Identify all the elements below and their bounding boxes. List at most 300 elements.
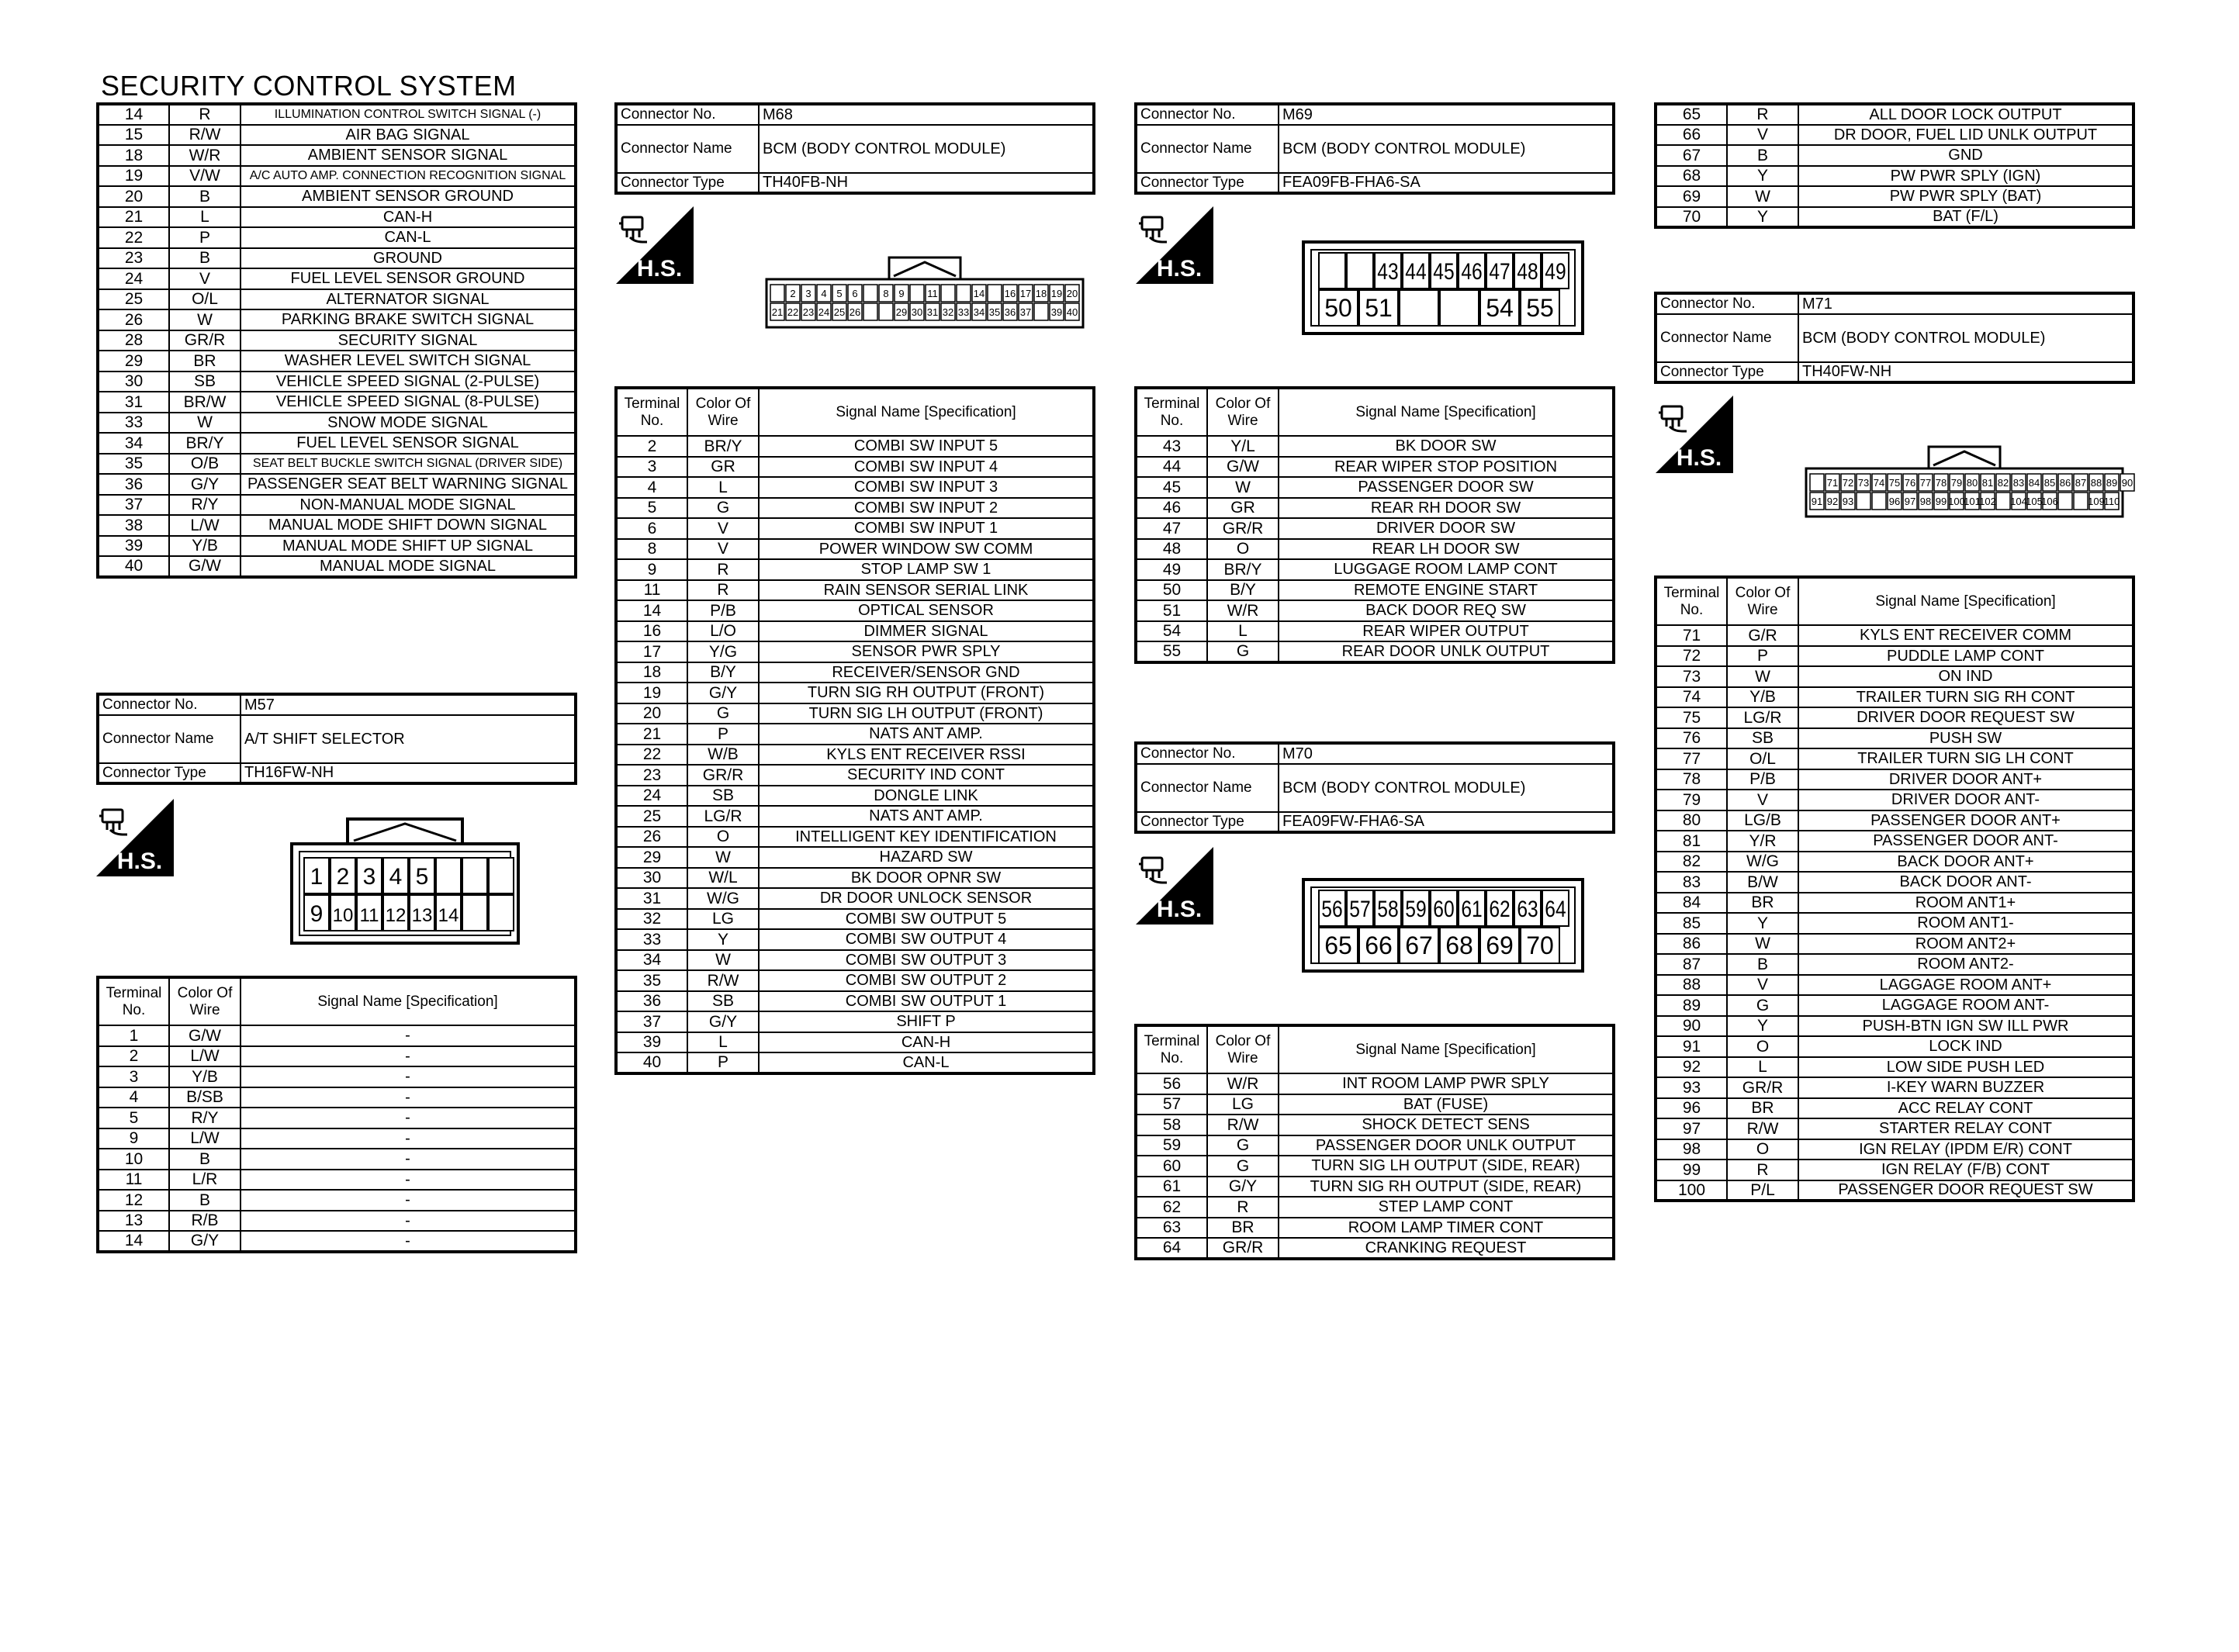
signal-name: PASSENGER DOOR SW [1279,477,1614,498]
terminal-no: 84 [1656,893,1727,914]
table-row [1136,436,1614,457]
table-row [616,765,1094,786]
wire-color: O/L [1727,748,1798,769]
table-row [1136,457,1614,478]
table-row [98,392,576,413]
signal-name: PUDDLE LAMP CONT [1798,646,2133,667]
table-row [616,950,1094,971]
pin-number: 88 [2090,477,2102,489]
connector-no-label: Connector No. [1136,743,1279,764]
m57-terminal-block [96,976,577,1253]
m71-connector-type: TH40FW-NH [1798,362,2133,383]
wire-color: Y [1727,1016,1798,1037]
wire-color: O [1207,539,1279,560]
wire-color: W [1727,666,1798,687]
signal-name: DIMMER SIGNAL [759,621,1094,642]
pin-number: 14 [973,288,985,299]
pin-number: 54 [1486,294,1514,322]
m71-info-table [1654,292,2135,384]
terminal-no-header: Terminal No. [1136,1025,1207,1073]
table-row [98,104,576,125]
signal-name-header: Signal Name [Specification] [241,977,576,1025]
hs-label: H.S. [636,256,683,282]
pin-number: 36 [1004,306,1016,318]
terminal-no: 96 [1656,1098,1727,1119]
pin-number: 61 [1461,895,1483,922]
table-row [1656,1077,2133,1098]
pin-number: 49 [1545,257,1566,285]
terminal-no: 2 [616,436,687,457]
terminal-no: 9 [616,559,687,580]
wire-color: W/L [687,868,759,889]
connector-tab [1929,447,2000,468]
pin-number: 81 [1981,477,1994,489]
terminal-no-header: Terminal No. [1136,388,1207,436]
table-row [98,474,576,495]
wire-color: R/W [687,970,759,991]
signal-name: CAN-L [241,227,576,248]
terminal-no: 5 [616,498,687,519]
table-row [616,909,1094,930]
pin-number: 85 [2043,477,2056,489]
table-row [1656,186,2133,207]
signal-name: RAIN SENSOR SERIAL LINK [759,580,1094,601]
terminal-no: 100 [1656,1180,1727,1201]
pin-number: 90 [2121,477,2133,489]
pin-number: 89 [2106,477,2118,489]
terminal-no: 2 [98,1046,169,1067]
pin-number: 22 [787,306,799,318]
table-row [1656,810,2133,831]
pin-number: 69 [1486,931,1514,959]
wire-color: W/B [687,745,759,766]
wire-color: B/Y [1207,580,1279,601]
table-row [616,539,1094,560]
table-row [616,806,1094,827]
wire-color: L/W [169,1128,241,1149]
connector-pin [2058,492,2072,510]
wire-color: O [1727,1036,1798,1057]
terminal-no: 40 [616,1052,687,1073]
table-row [98,433,576,454]
wire-color: BR/W [169,392,241,413]
table-row [98,1170,576,1191]
signal-name: COMBI SW INPUT 3 [759,477,1094,498]
pin-number: 75 [1888,477,1901,489]
signal-name: BK DOOR SW [1279,436,1614,457]
table-row [98,309,576,330]
terminal-no-header: Terminal No. [1656,577,1727,625]
terminal-no: 61 [1136,1177,1207,1198]
wire-color: V [687,539,759,560]
wire-color: B/SB [169,1087,241,1108]
table-row [616,991,1094,1012]
terminal-no: 66 [1656,125,1727,146]
pin-number: 4 [821,288,827,299]
table-row [616,518,1094,539]
terminal-no: 83 [1656,872,1727,893]
signal-name: STOP LAMP SW 1 [759,559,1094,580]
wire-color: W [169,413,241,434]
table-header [1136,388,1614,436]
signal-name: ACC RELAY CONT [1798,1098,2133,1119]
table-row [98,125,576,146]
terminal-no: 97 [1656,1118,1727,1139]
pin-number: 5 [415,864,429,890]
terminal-no: 62 [1136,1197,1207,1218]
wire-color: B [169,248,241,269]
connector-pin [462,858,487,893]
hs-icon [1656,396,1733,473]
m69-connector-diagram [1300,239,1587,340]
wire-color: V [169,268,241,289]
pin-number: 97 [1904,496,1916,507]
connector-pin [879,303,893,320]
signal-name: I-KEY WARN BUZZER [1798,1077,2133,1098]
terminal-no: 28 [98,330,169,351]
wire-color: L/W [169,1046,241,1067]
terminal-no: 11 [616,580,687,601]
wire-color: P/L [1727,1180,1798,1201]
terminal-no: 76 [1656,728,1727,749]
wire-color: V [1727,975,1798,996]
m70-continuation-table [1654,102,2135,229]
connector-no-label: Connector No. [616,104,759,125]
terminal-no: 21 [98,207,169,228]
connector-no-label: Connector No. [1136,104,1279,125]
signal-name: PASSENGER DOOR ANT+ [1798,810,2133,831]
signal-name: TRAILER TURN SIG LH CONT [1798,748,2133,769]
wire-color: Y/G [687,641,759,662]
terminal-no-header: Terminal No. [98,977,169,1025]
table-row [1656,1139,2133,1160]
m57-terminal-table [96,976,577,1253]
pin-number: 77 [1919,477,1932,489]
signal-name: PUSH SW [1798,728,2133,749]
signal-name: BACK DOOR REQ SW [1279,600,1614,621]
signal-name: ROOM LAMP TIMER CONT [1279,1218,1614,1239]
table-row [98,1066,576,1087]
pin-number: 65 [1324,931,1352,959]
wire-color: L [687,477,759,498]
terminal-no: 72 [1656,646,1727,667]
table-header [98,977,576,1025]
signal-name: INT ROOM LAMP PWR SPLY [1279,1073,1614,1094]
wire-color: LG/R [687,806,759,827]
table-row [1656,995,2133,1016]
color-of-wire-header: Color Of Wire [169,977,241,1025]
signal-name: - [241,1231,576,1252]
wire-color: LG [1207,1094,1279,1115]
wire-color: Y/B [169,1066,241,1087]
wire-color: Y/R [1727,831,1798,852]
signal-name: LUGGAGE ROOM LAMP CONT [1279,559,1614,580]
terminal-no: 73 [1656,666,1727,687]
terminal-no: 55 [1136,641,1207,662]
table-row [98,289,576,310]
signal-name: SHIFT P [759,1011,1094,1032]
wire-color: BR/Y [169,433,241,454]
pin-number: 19 [1050,288,1063,299]
wire-color: Y/L [1207,436,1279,457]
pin-number: 23 [802,306,815,318]
table-row [616,621,1094,642]
table-row [1656,1036,2133,1057]
terminal-no: 8 [616,539,687,560]
table-row [98,413,576,434]
table-row [1136,1238,1614,1259]
terminal-no: 43 [1136,436,1207,457]
hs-icon [96,799,174,876]
connector-name-label: Connector Name [616,125,759,173]
terminal-no: 25 [98,289,169,310]
table-row [1136,1115,1614,1135]
m71-connector-name: BCM (BODY CONTROL MODULE) [1798,314,2133,362]
signal-name: LOW SIDE PUSH LED [1798,1057,2133,1078]
signal-name-header: Signal Name [Specification] [1279,1025,1614,1073]
wire-color: G/Y [687,683,759,703]
continuation-table-block [96,102,577,579]
terminal-no: 87 [1656,954,1727,975]
table-row [616,970,1094,991]
wire-color: BR [169,351,241,372]
table-row [616,786,1094,807]
signal-name: PW PWR SPLY (IGN) [1798,166,2133,187]
terminal-no: 36 [98,474,169,495]
pin-number: 33 [957,306,970,318]
wire-color: P/B [687,600,759,621]
table-row [1656,687,2133,708]
wire-color: LG [687,909,759,930]
pin-number: 82 [1997,477,2009,489]
signal-name: BAT (FUSE) [1279,1094,1614,1115]
signal-name: ROOM ANT2- [1798,954,2133,975]
pin-number: 66 [1365,931,1393,959]
terminal-no: 82 [1656,852,1727,873]
terminal-no: 39 [616,1032,687,1053]
table-row [1136,1073,1614,1094]
wire-color: W [1207,477,1279,498]
signal-name: REMOTE ENGINE START [1279,580,1614,601]
table-row [616,641,1094,662]
color-of-wire-header: Color Of Wire [1207,1025,1279,1073]
signal-name: COMBI SW INPUT 5 [759,436,1094,457]
terminal-no: 56 [1136,1073,1207,1094]
signal-name: - [241,1170,576,1191]
signal-name: DRIVER DOOR SW [1279,518,1614,539]
table-row [616,745,1094,766]
wire-color: L/O [687,621,759,642]
table-row [1656,1118,2133,1139]
table-row [1656,831,2133,852]
connector-name-label: Connector Name [98,715,241,763]
connector-pin [941,285,955,302]
terminal-no: 24 [616,786,687,807]
signal-name: ALL DOOR LOCK OUTPUT [1798,104,2133,125]
table-row [1136,1197,1614,1218]
pin-number: 57 [1349,895,1371,922]
table-row [98,495,576,516]
wire-color: Y [687,929,759,950]
signal-name: ILLUMINATION CONTROL SWITCH SIGNAL (-) [241,104,576,125]
wire-color: P [687,724,759,745]
wire-color: G/W [169,556,241,577]
terminal-no: 26 [98,309,169,330]
table-row [98,1046,576,1067]
wire-color: O/L [169,289,241,310]
pin-number: 100 [1948,496,1965,507]
wire-color: V/W [169,166,241,187]
terminal-no: 98 [1656,1139,1727,1160]
connector-pin [1857,492,1870,510]
m69-info-block [1134,102,1615,195]
pin-number: 35 [988,306,1001,318]
table-row [1656,934,2133,955]
signal-name: ROOM ANT2+ [1798,934,2133,955]
wire-color: V [1727,125,1798,146]
pin-number: 58 [1377,895,1399,922]
terminal-no: 20 [98,186,169,207]
terminal-no: 22 [98,227,169,248]
pin-number: 98 [1919,496,1932,507]
wire-color: G/W [169,1025,241,1046]
wire-color: R/Y [169,1108,241,1128]
connector-pin [957,285,971,302]
pin-number: 18 [1035,288,1047,299]
connector-pin [436,858,461,893]
hs-icon [1136,847,1213,924]
pin-number: 78 [1935,477,1947,489]
table-row [1136,600,1614,621]
pin-number: 71 [1826,477,1839,489]
signal-name: SNOW MODE SIGNAL [241,413,576,434]
pin-number: 56 [1321,895,1343,922]
table-row [98,268,576,289]
pin-number: 92 [1826,496,1839,507]
wire-color: L [1727,1057,1798,1078]
terminal-no: 58 [1136,1115,1207,1135]
m69-connector-name: BCM (BODY CONTROL MODULE) [1279,125,1614,173]
signal-name: HAZARD SW [759,847,1094,868]
hs-label: H.S. [1156,256,1203,282]
wire-color: L [687,1032,759,1053]
table-row [1656,207,2133,228]
terminal-no: 23 [616,765,687,786]
m69-terminal-block [1134,386,1615,664]
signal-name: - [241,1046,576,1067]
wire-color: G [1207,1156,1279,1177]
terminal-no: 31 [98,392,169,413]
terminal-no: 80 [1656,810,1727,831]
signal-name: DR DOOR UNLOCK SENSOR [759,888,1094,909]
terminal-no: 48 [1136,539,1207,560]
wire-color: B [1727,145,1798,166]
pin-number: 29 [895,306,908,318]
signal-name: TURN SIG LH OUTPUT (FRONT) [759,703,1094,724]
terminal-no: 99 [1656,1160,1727,1180]
m68-connector-diagram [762,248,1091,329]
wire-color: Y/B [1727,687,1798,708]
terminal-no: 57 [1136,1094,1207,1115]
wire-color: Y [1727,207,1798,228]
signal-name: ROOM ANT1- [1798,913,2133,934]
table-row [616,929,1094,950]
table-row [98,1128,576,1149]
connector-pin [489,895,514,931]
connector-type-label: Connector Type [616,173,759,194]
pin-number: 8 [883,288,889,299]
terminal-no: 35 [616,970,687,991]
table-row [1656,954,2133,975]
table-row [1136,498,1614,519]
terminal-no: 30 [616,868,687,889]
terminal-no-header: Terminal No. [616,388,687,436]
signal-name: - [241,1190,576,1211]
signal-name: VEHICLE SPEED SIGNAL (8-PULSE) [241,392,576,413]
wire-color: G/Y [169,1231,241,1252]
wire-color: Y/B [169,536,241,557]
table-row [98,536,576,557]
terminal-no: 25 [616,806,687,827]
terminal-no: 18 [98,145,169,166]
table-row [616,662,1094,683]
terminal-no: 10 [98,1149,169,1170]
signal-name: - [241,1025,576,1046]
table-row [616,498,1094,519]
wire-color: LG/B [1727,810,1798,831]
pin-number: 67 [1405,931,1433,959]
signal-name: BACK DOOR ANT+ [1798,852,2133,873]
pin-number: 6 [852,288,858,299]
pin-number: 102 [1979,496,1996,507]
pin-number: 39 [1050,306,1063,318]
hs-label: H.S. [116,848,163,874]
pin-number: 24 [818,306,830,318]
m70-info-block [1134,741,1615,834]
wire-color: G/Y [169,474,241,495]
terminal-no: 69 [1656,186,1727,207]
connector-pin [1347,253,1373,289]
wire-color: R/B [169,1211,241,1232]
wire-color: R/Y [169,495,241,516]
signal-name: KYLS ENT RECEIVER COMM [1798,625,2133,646]
pin-number: 4 [389,864,403,890]
m70-connector-type: FEA09FW-FHA6-SA [1279,812,1614,833]
pin-number: 59 [1405,895,1427,922]
pin-number: 91 [1811,496,1823,507]
pin-number: 64 [1545,895,1566,922]
pin-number: 30 [911,306,923,318]
wire-color: LG/R [1727,707,1798,728]
wire-color: P/B [1727,769,1798,790]
terminal-no: 59 [1136,1135,1207,1156]
wire-color: B/W [1727,872,1798,893]
terminal-no: 68 [1656,166,1727,187]
table-row [98,351,576,372]
wire-color: SB [169,372,241,392]
signal-name-header: Signal Name [Specification] [1279,388,1614,436]
signal-name: PASSENGER DOOR ANT- [1798,831,2133,852]
pin-number: 63 [1517,895,1538,922]
table-row [616,683,1094,703]
signal-name: - [241,1211,576,1232]
signal-name: DONGLE LINK [759,786,1094,807]
wire-color: R [1207,1197,1279,1218]
signal-name: SHOCK DETECT SENS [1279,1115,1614,1135]
signal-name: PASSENGER DOOR REQUEST SW [1798,1180,2133,1201]
pin-number: 62 [1489,895,1511,922]
table-row [616,559,1094,580]
